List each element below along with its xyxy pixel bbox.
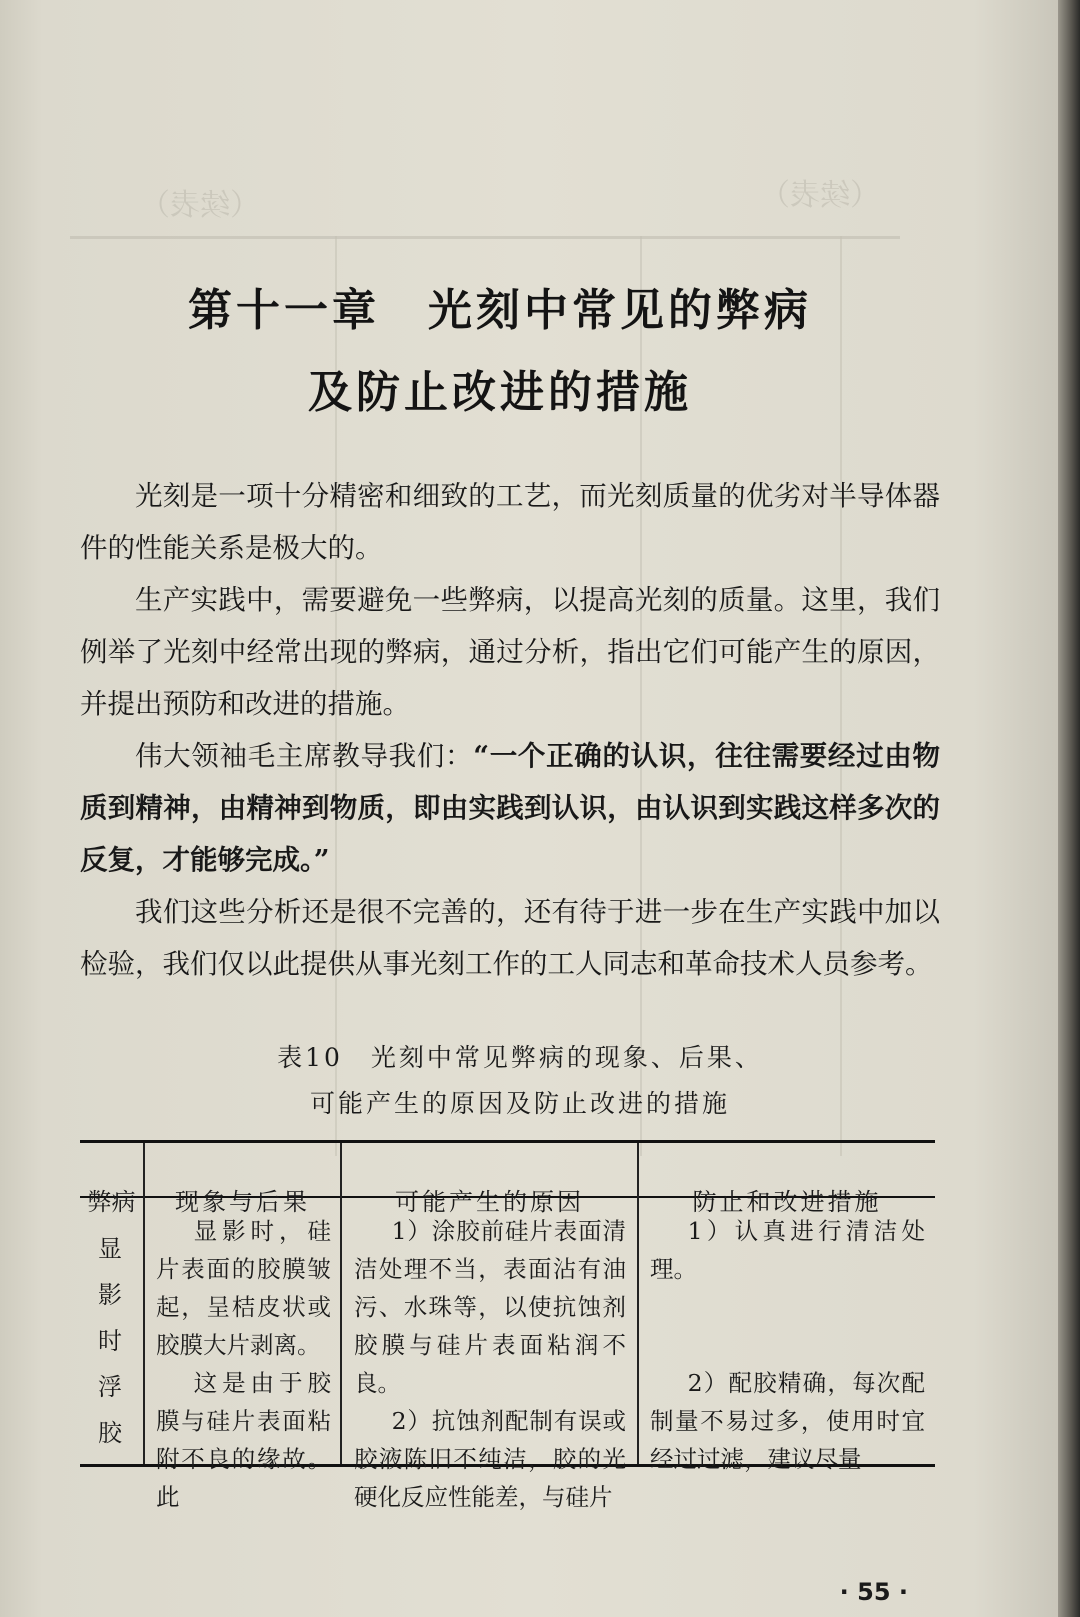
table-header-cause: 可能产生的原因: [395, 1188, 584, 1216]
bleed-through-text: （续表）: [140, 188, 260, 223]
book-spine-shadow: [1058, 0, 1080, 1617]
table-cell-measure: [650, 1212, 925, 1478]
defect-char: 胶: [98, 1419, 122, 1447]
chapter-intro: [80, 470, 940, 990]
table-header-measure: 防止和改进措施: [692, 1188, 882, 1216]
paragraph-1: 光刻是一项十分精密和细致的工艺，而光刻质量的优劣对半导体器件的性能关系是极大的。: [80, 480, 940, 564]
chapter-title-line2: 及防止改进的措施: [308, 367, 692, 418]
table-caption-line1: 表10 光刻中常见弊病的现象、后果、: [277, 1043, 763, 1072]
page-number: · 55 ·: [839, 1578, 908, 1606]
phenomenon-text: 这是由于胶膜与硅片表面粘附不良的缘故。此: [156, 1369, 331, 1511]
bleed-through-rule: [70, 236, 900, 239]
cause-text: 2）抗蚀剂配制有误或胶液陈旧不纯洁，胶的光硬化反应性能差，与硅片: [354, 1407, 626, 1511]
paragraph-4: 我们这些分析还是很不完善的，还有待于进一步在生产实践中加以检验，我们仅以此提供从事光刻工作的工人同志和革命技术人员参考。: [80, 896, 940, 980]
mao-quote: “一个正确的认识，往往需要经过由物质到精神，由精神到物质，即由实践到认识，由认识到实践这样多次的反复，才能够完成。”: [80, 740, 940, 876]
defect-char: 显: [98, 1235, 122, 1263]
bleed-through-text: （续表）: [760, 178, 880, 213]
defect-char: 时: [98, 1327, 122, 1355]
measure-text: 2）配胶精确，每次配制量不易过多，使用时宜经过过滤，建议尽量: [650, 1369, 925, 1473]
table-header-phenomenon: 现象与后果: [175, 1188, 310, 1216]
table-cell-cause: [354, 1212, 626, 1516]
table-header-defect: 弊病: [87, 1188, 136, 1216]
table-cell-phenomenon: [156, 1212, 331, 1516]
measure-text: 1）认真进行清洁处理。: [650, 1217, 925, 1283]
defect-char: 浮: [98, 1373, 122, 1401]
table-top-rule: [80, 1140, 935, 1143]
paragraph-2: 生产实践中，需要避免一些弊病，以提高光刻的质量。这里，我们例举了光刻中经常出现的弊病，通过分析，指出它们可能产生的原因，并提出预防和改进的措施。: [80, 584, 940, 720]
phenomenon-text: 显影时，硅片表面的胶膜皱起，呈桔皮状或胶膜大片剥离。: [156, 1217, 331, 1359]
cause-text: 1）涂胶前硅片表面清洁处理不当，表面沾有油污、水珠等，以使抗蚀剂胶膜与硅片表面粘润不良。: [354, 1217, 626, 1397]
quote-lead: 伟大领袖毛主席教导我们：: [135, 740, 474, 772]
paragraph-3: [80, 730, 940, 886]
table-caption-line2: 可能产生的原因及防止改进的措施: [309, 1089, 730, 1118]
defect-char: 影: [98, 1281, 122, 1309]
table-cell-defect: [86, 1226, 134, 1456]
chapter-title-line1: 第十一章 光刻中常见的弊病: [188, 285, 812, 336]
